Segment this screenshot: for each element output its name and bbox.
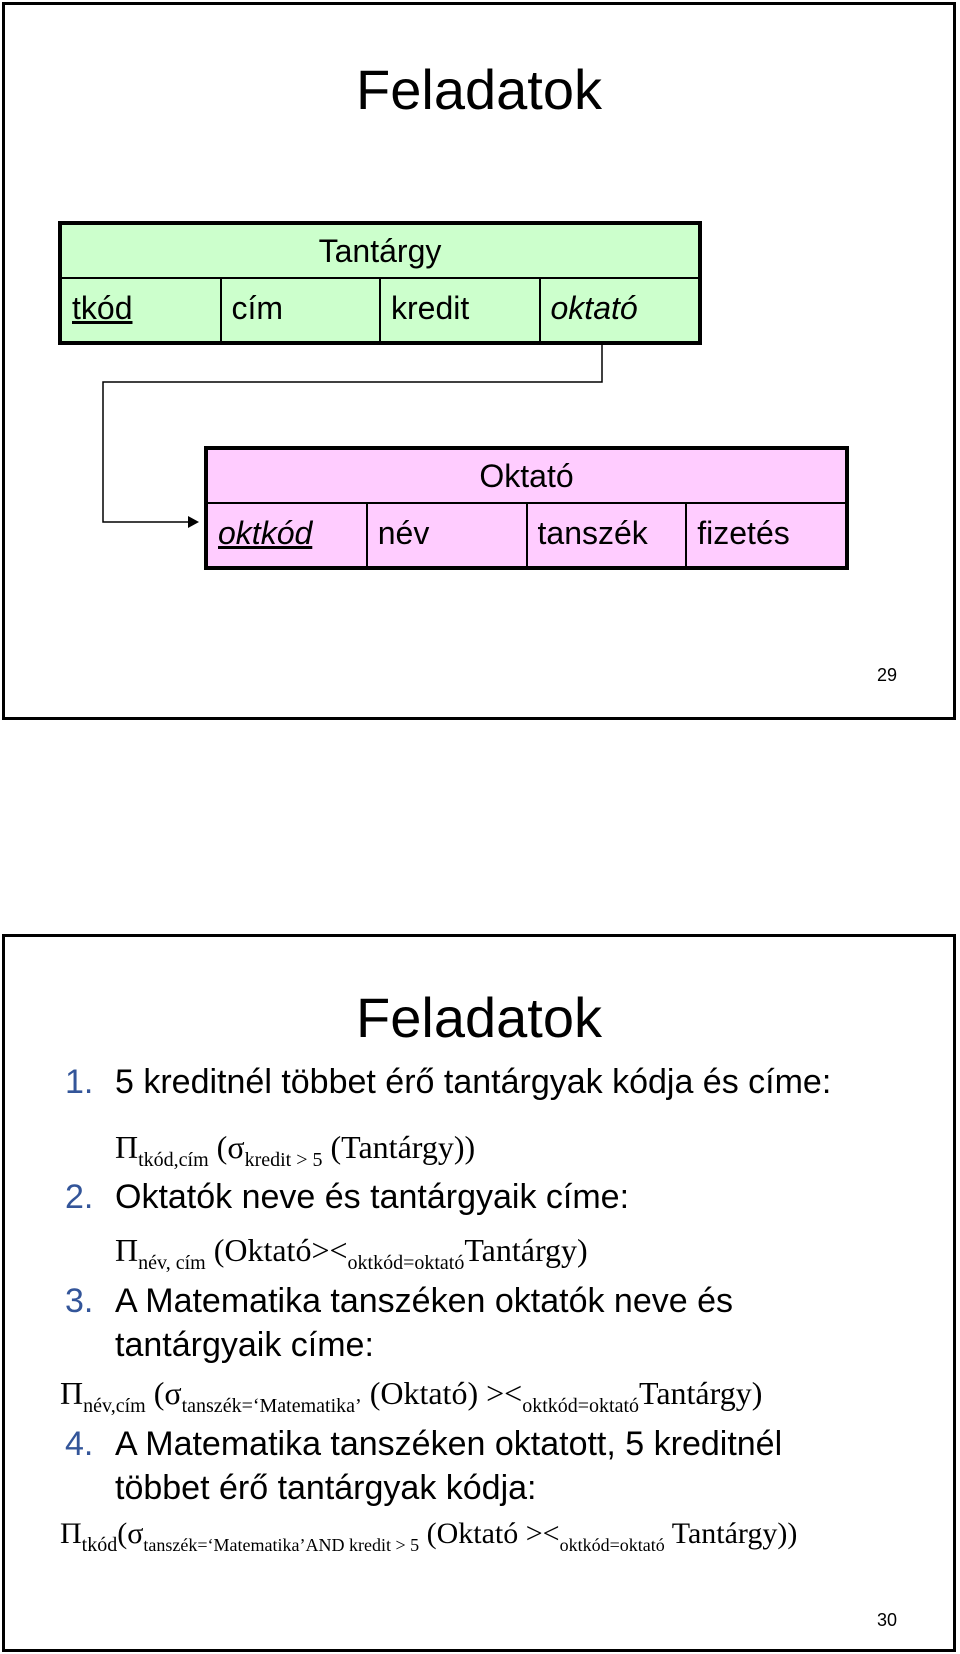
task-item-2 [65,1178,629,1217]
table-oktato [204,446,849,570]
formula-text: (Oktató>< [205,1232,348,1268]
formula-subscript: tkód [81,1534,118,1556]
formula-text: (Oktató >< [419,1517,560,1550]
column-cim: cím [220,279,380,341]
formula-text: (Tantárgy)) [322,1129,476,1165]
column-tkod: tkód [72,290,133,326]
table-name: Oktató [479,458,574,494]
table-columns [62,277,698,341]
item-text-continued: többet érő tantárgyak kódja: [115,1469,537,1507]
slide-30 [2,934,956,1652]
column-fizetes: fizetés [685,504,845,566]
column-oktato: oktató [539,279,699,341]
slide-title: Feladatok [356,58,602,121]
pi-symbol: Π [115,1129,139,1165]
table-name: Tantárgy [318,233,442,269]
formula-text: Tantárgy)) [664,1517,798,1550]
page-number: 29 [876,665,897,685]
formula-subscript: oktkód=oktató [347,1252,465,1274]
task-item-4 [65,1425,782,1464]
formula-text: (Oktató) >< [361,1375,523,1411]
column-oktkod: oktkód [218,515,313,551]
formula-4 [60,1517,797,1557]
formula-3 [60,1375,762,1418]
table-tantargy [58,221,702,345]
formula-text: Tantárgy) [464,1232,588,1268]
formula-text: (σ [145,1375,182,1411]
item-text-continued: tantárgyaik címe: [115,1326,374,1364]
formula-subscript: oktkód=oktató [522,1395,640,1417]
formula-subscript: név, cím [138,1252,206,1274]
formula-subscript: tkód,cím [138,1149,209,1171]
task-item-3 [65,1282,733,1321]
formula-text: Tantárgy) [639,1375,763,1411]
column-tanszek: tanszék [526,504,686,566]
foreign-key-arrow [5,5,959,723]
column-kredit: kredit [379,279,539,341]
slide-title: Feladatok [356,986,602,1049]
formula-2 [115,1232,588,1275]
task-item-1 [65,1063,831,1102]
formula-text: (σ [208,1129,245,1165]
formula-subscript: név,cím [83,1395,146,1417]
item-text: Oktatók neve és tantárgyaik címe: [115,1178,630,1216]
item-number: 1. [65,1063,94,1101]
slide-29 [2,2,956,720]
table-columns [208,502,845,566]
pi-symbol: Π [115,1232,139,1268]
column-nev: név [366,504,526,566]
page-number: 30 [876,1610,897,1630]
pi-symbol: Π [60,1517,82,1550]
pi-symbol: Π [60,1375,84,1411]
item-text: 5 kreditnél többet érő tantárgyak kódja és címe: [115,1063,832,1101]
item-text: A Matematika tanszéken oktatók neve és [115,1282,734,1320]
formula-subscript: kredit > 5 [244,1149,323,1171]
item-number: 2. [65,1178,94,1216]
formula-text: (σ [117,1517,144,1550]
formula-subscript: tanszék=‘Matematika’AND kredit > 5 [143,1535,420,1555]
item-number: 3. [65,1282,94,1320]
formula-1 [115,1129,475,1172]
item-text: A Matematika tanszéken oktatott, 5 kreditnél [115,1425,783,1463]
formula-subscript: oktkód=oktató [559,1535,665,1555]
item-number: 4. [65,1425,94,1463]
formula-subscript: tanszék=‘Matematika’ [181,1395,362,1417]
